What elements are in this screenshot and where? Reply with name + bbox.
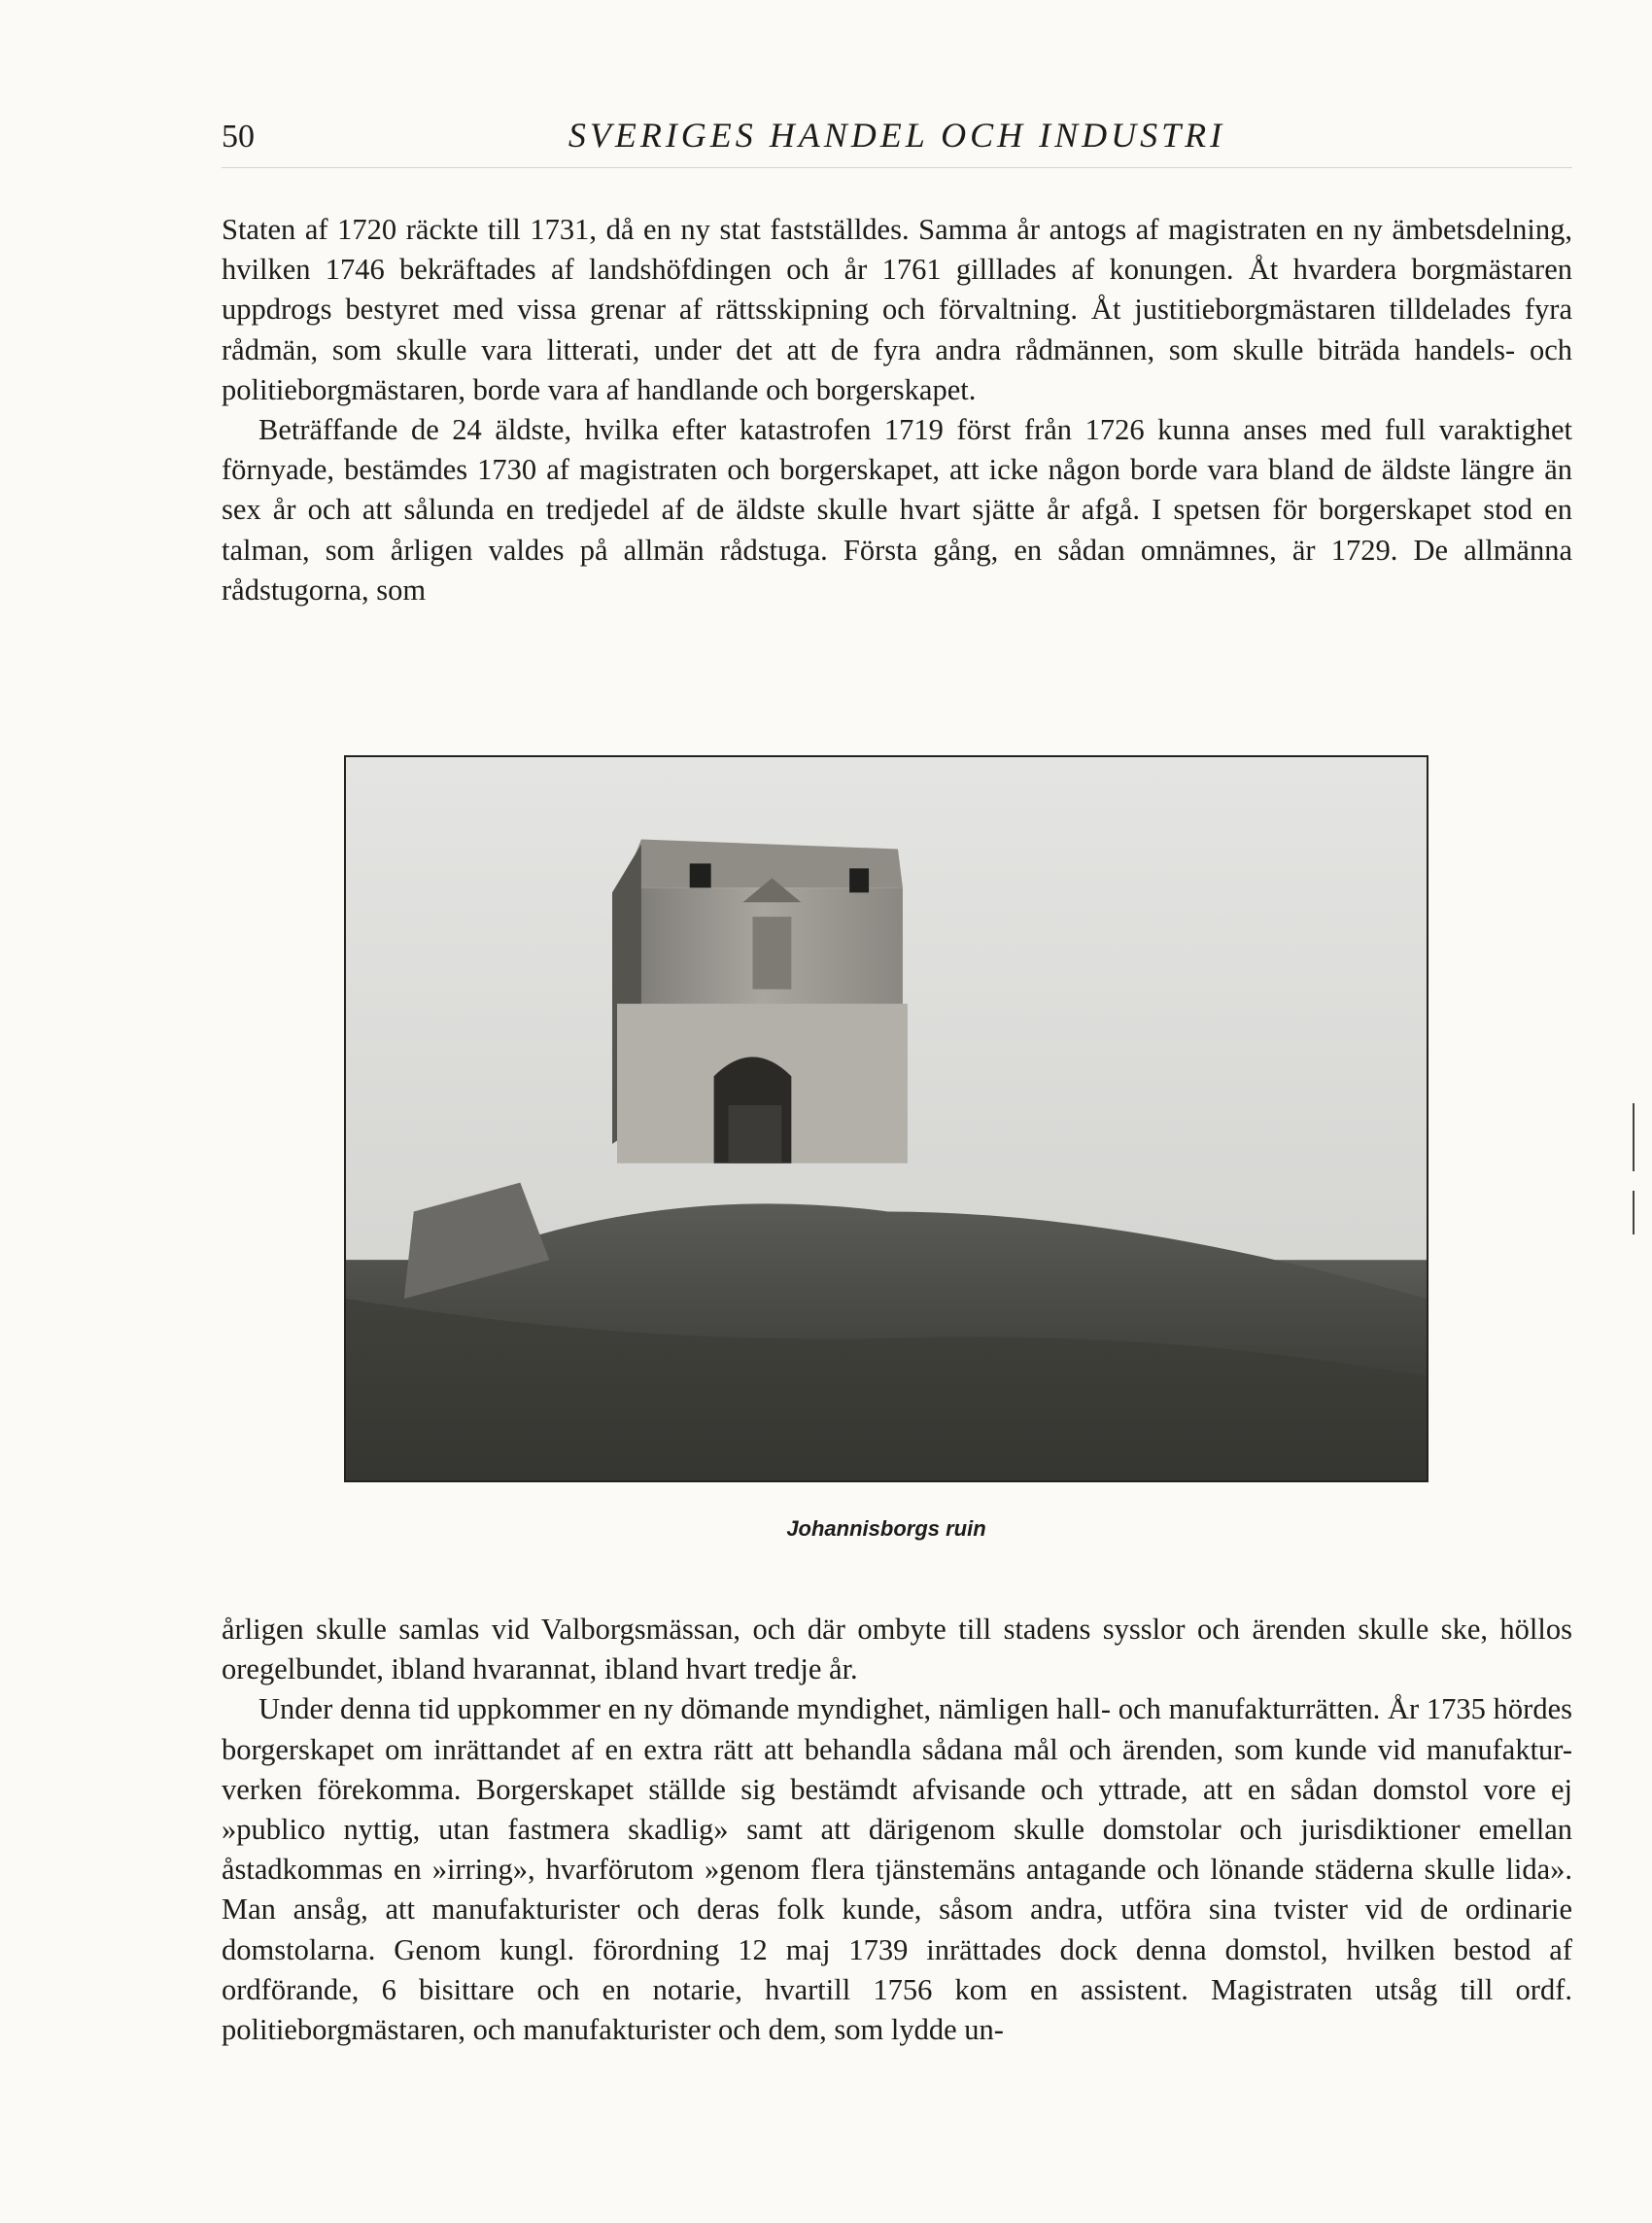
page-number: 50: [222, 119, 255, 155]
photo-figure: [344, 755, 1428, 1482]
text-block-bottom: [222, 1610, 1572, 2050]
paragraph: Staten af 1720 räckte till 1731, då en ny stat fastställdes. Samma år antogs af magistraten en ny ämbetsdelning, hvilken 1746 bekräftades af landshöfdingen och år 1761 gilllades af konungen. Åt hvardera borgmästaren uppdrogs bestyret med vissa grenar af rättsskipning och förvaltning. Åt justitieborgmästaren tilldelades fyra rådmän, som skulle vara litterati, under det att de fyra andra rådmännen, som skulle biträda handels- och politieborgmästaren, borde vara af handlande och borgerskapet.: [222, 213, 1572, 406]
header-rule: [222, 167, 1572, 168]
margin-mark: [1633, 1191, 1635, 1234]
text-block-top: [222, 210, 1572, 610]
ruin-photo: [346, 757, 1427, 1480]
margin-mark: [1633, 1103, 1635, 1171]
page-header: [222, 115, 1572, 163]
paragraph: Beträffande de 24 äldste, hvilka efter katastrofen 1719 först från 1726 kunna anses med full varaktighet förnyade, bestämdes 1730 af magistraten och borgerskapet, att icke någon borde vara bland de äldste längre än sex år och att sålunda en tredjedel af de äldste skulle hvart sjätte år afgå. I spetsen för borgerskapet stod en talman, som årligen valdes på allmän rådstuga. Första gång, en sådan omnämnes, är 1729. De allmänna rådstugorna, som: [222, 413, 1572, 607]
running-title: SVERIGES HANDEL OCH INDUSTRI: [568, 116, 1226, 155]
paragraph: årligen skulle samlas vid Valborgsmässan, och där ombyte till stadens sysslor och ärenden skulle ske, höllos oregelbundet, ibland hvarannat, ibland hvart tredje år.: [222, 1613, 1572, 1686]
figure-caption: Johannisborgs ruin: [786, 1516, 986, 1541]
paragraph: Under denna tid uppkommer en ny dömande myndighet, nämligen hall- och manufakturrätten. År 1735 hördes borgerskapet om inrättandet af en extra rätt att behandla sådana mål och ärenden, som kunde vid manufaktur-verken förekomma. Borgerskapet ställde sig bestämdt afvisande och yttrade, att en sådan domstol vore ej »publico nyttig, utan fastmera skadlig» samt att därigenom skulle domstolar och jurisdiktioner emellan åstadkommas en »irring», hvarförutom »genom flera tjänstemäns antagande och lönande städerna skulle lida». Man ansåg, att manufakturister och deras folk kunde, såsom andra, utföra sina tvister vid de ordinarie domstolarna. Genom kungl. förordning 12 maj 1739 inrättades dock denna domstol, hvilken bestod af ordförande, 6 bisittare och en notarie, hvartill 1756 kom en assistent. Magistraten utsåg till ordf. politieborgmästaren, och manufakturister och dem, som lydde un-: [222, 1692, 1572, 2047]
